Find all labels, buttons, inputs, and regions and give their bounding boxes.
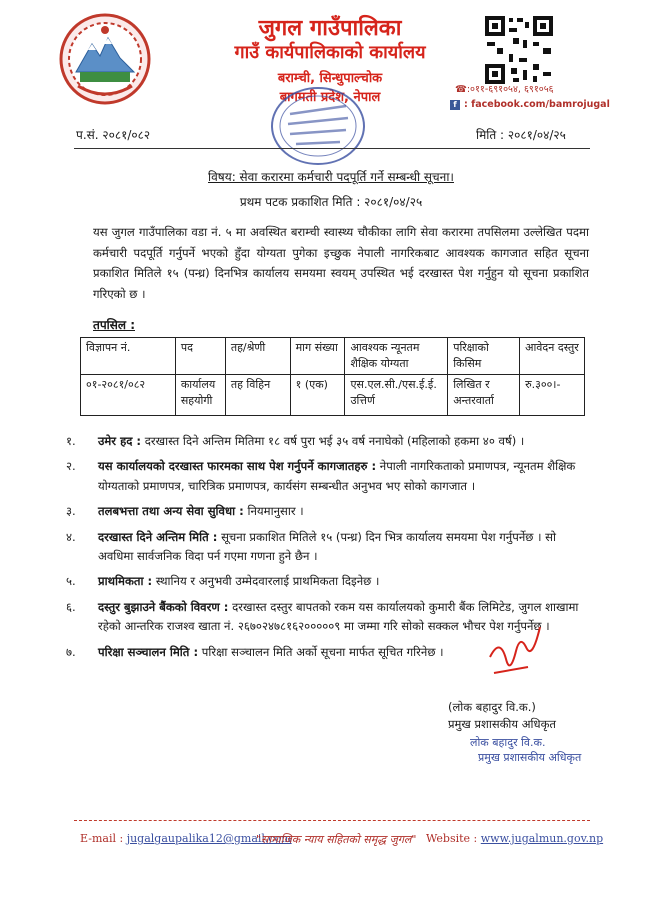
footer-website — [426, 832, 603, 845]
col-header: माग संख्या — [290, 338, 345, 375]
table-cell: एस.एल.सी./एस.ई.ई. उत्तिर्ण — [345, 375, 448, 416]
list-text: नियमानुसार । — [243, 504, 304, 519]
signatory-title: प्रमुख प्रशासकीय अधिकृत — [448, 717, 556, 731]
col-header: परिक्षाको किसिम — [448, 338, 520, 375]
notice-body: यस जुगल गाउँपालिका वडा नं. ५ मा अवस्थित बराम्ची स्वास्थ्य चौकीका लागि सेवा करारमा तपसिलमा उल्लेखित पदमा कर्मचारी पदपूर्ति गर्नुपर्ने भएको हुँदा योग्यता पुगेका इच्छुक नेपाली नागरिकबाट आवश्यक कागजात सहित सूचना प्रकाशित मितिले १५ (पन्ध्र) दिनभित्र कार्यालय समयमा स्वयम् उपस्थित भई दरखास्त पेश गर्नुहुन यो सूचना प्रकाशित गरिएको छ । — [93, 225, 589, 301]
list-number: २. — [66, 459, 76, 474]
list-number: ७. — [66, 644, 76, 659]
email-label: E-mail : — [80, 832, 127, 845]
table-cell: १ (एक) — [290, 375, 345, 416]
email-link[interactable]: jugalgaupalika12@gmail.com — [126, 832, 292, 845]
footer-slogan: "सामाजिक न्याय सहितको समृद्ध जुगल" — [256, 833, 417, 846]
list-text: परिक्षा सञ्चालन मिति अर्को सूचना मार्फत सूचित गरिनेछ । — [198, 644, 444, 659]
office-province: बागमती प्रदेश, नेपाल — [279, 90, 381, 105]
list-text: दरखास्त दिने अन्तिम मितिमा १८ वर्ष पुरा भई ३५ वर्ष ननाघेको (महिलाको हकमा ४० वर्ष) । — [141, 434, 525, 448]
col-header: विज्ञापन नं. — [81, 338, 176, 375]
list-number: ३. — [66, 504, 76, 519]
facebook-link[interactable] — [450, 99, 610, 110]
list-number: ५. — [66, 574, 76, 589]
table-cell: लिखित र अन्तरवार्ता — [448, 375, 520, 416]
list-item — [66, 572, 594, 591]
first-publication-date: प्रथम पटक प्रकाशित मिति : २०८१/०४/२५ — [239, 195, 423, 209]
list-number: ४. — [66, 529, 76, 544]
table-cell: रु.३००।- — [520, 375, 585, 416]
office-seal-stamp — [268, 84, 368, 168]
list-item — [66, 502, 594, 521]
col-header: तह/श्रेणी — [225, 338, 290, 375]
schedule-label: तपसिल : — [93, 318, 135, 332]
website-label: Website : — [426, 832, 481, 845]
table-cell: तह विहिन — [225, 375, 290, 416]
table-row — [81, 375, 585, 416]
signatory-stamp-title: प्रमुख प्रशासकीय अधिकृत — [478, 751, 582, 764]
vacancy-table — [80, 337, 585, 416]
list-text: नेपाली नागरिकताको प्रमाणपत्र, न्यूनतम शैक्षिक योग्यताको प्रमाणपत्र, चारित्रिक प्रमाणपत्र, कार्यसंग सम्बन्धीत अनुभव भए सोको कागजात । — [98, 459, 576, 493]
list-number: ६. — [66, 599, 76, 614]
header-divider — [74, 148, 590, 149]
list-label: तलबभत्ता तथा अन्य सेवा सुविधा : — [98, 504, 244, 519]
office-address: बराम्ची, सिन्धुपाल्चोक — [277, 71, 383, 86]
list-label: उमेर हद : — [98, 434, 142, 448]
table-header-row — [81, 338, 585, 375]
col-header: आवेदन दस्तुर — [520, 338, 585, 375]
list-label: परिक्षा सञ्चालन मिति : — [98, 644, 199, 659]
facebook-url: : facebook.com/bamrojugal — [464, 99, 610, 110]
col-header: आवश्यक न्यूनतम शैक्षिक योग्यता — [345, 338, 448, 375]
facebook-icon: f — [450, 100, 460, 110]
list-text: सूचना प्रकाशित मितिले १५ (पन्ध्र) दिन भित्र कार्यालय समयमा पेश गर्नुपर्नेछ । सो अवधिमा सार्वजनिक विदा पर्न गएमा गणना हुने छैन । — [98, 529, 556, 564]
municipality-title: जुगल गाउँपालिका — [258, 16, 402, 41]
list-label: यस कार्यालयको दरखास्त फारमका साथ पेश गर्नुपर्ने कागजातहरु : — [98, 459, 377, 474]
list-label: प्राथमिकता : — [98, 574, 153, 589]
col-header: पद — [175, 338, 225, 375]
qr-code-icon — [483, 14, 555, 86]
nepal-emblem-icon — [58, 12, 152, 106]
list-label: दरखास्त दिने अन्तिम मिति : — [98, 529, 218, 544]
issue-date: मिति : २०८१/०४/२५ — [476, 128, 566, 142]
phone-number: ☎:०११-६९१०५४, ६९१०५६ — [455, 84, 554, 95]
list-text: दरखास्त दस्तुर बापतको रकम यस कार्यालयको कुमारी बैंक लिमिटेड, जुगल शाखामा रहेको आन्तरिक राजश्व खाता नं. २६७०२४७८१६२०००००९ मा जम्मा गरि सोको सक्कल भौचर पेश गर्नुपर्नेछ । — [98, 599, 579, 634]
list-item — [66, 457, 594, 496]
signature-mark — [470, 617, 550, 697]
list-item — [66, 432, 594, 451]
office-title: गाउँ कार्यपालिकाको कार्यालय — [234, 42, 426, 63]
list-text: स्थानिय र अनुभवी उम्मेदवारलाई प्राथमिकता दिइनेछ । — [152, 574, 380, 589]
signatory-stamp-name: लोक बहादुर वि.क. — [470, 736, 546, 749]
notice-subject: विषय: सेवा करारमा कर्मचारी पदपूर्ति गर्ने सम्बन्धी सूचना। — [208, 170, 454, 184]
reference-number: प.सं. २०८१/०८२ — [76, 128, 151, 142]
table-cell: ०१-२०८१/०८२ — [81, 375, 176, 416]
footer-divider — [74, 820, 590, 821]
signatory-name: (लोक बहादुर वि.क.) — [448, 700, 536, 714]
website-link[interactable]: www.jugalmun.gov.np — [480, 832, 604, 845]
table-cell: कार्यालय सहयोगी — [175, 375, 225, 416]
list-item — [66, 528, 594, 567]
list-number: १. — [66, 434, 76, 448]
list-label: दस्तुर बुझाउने बैंकको विवरण : — [98, 599, 229, 614]
